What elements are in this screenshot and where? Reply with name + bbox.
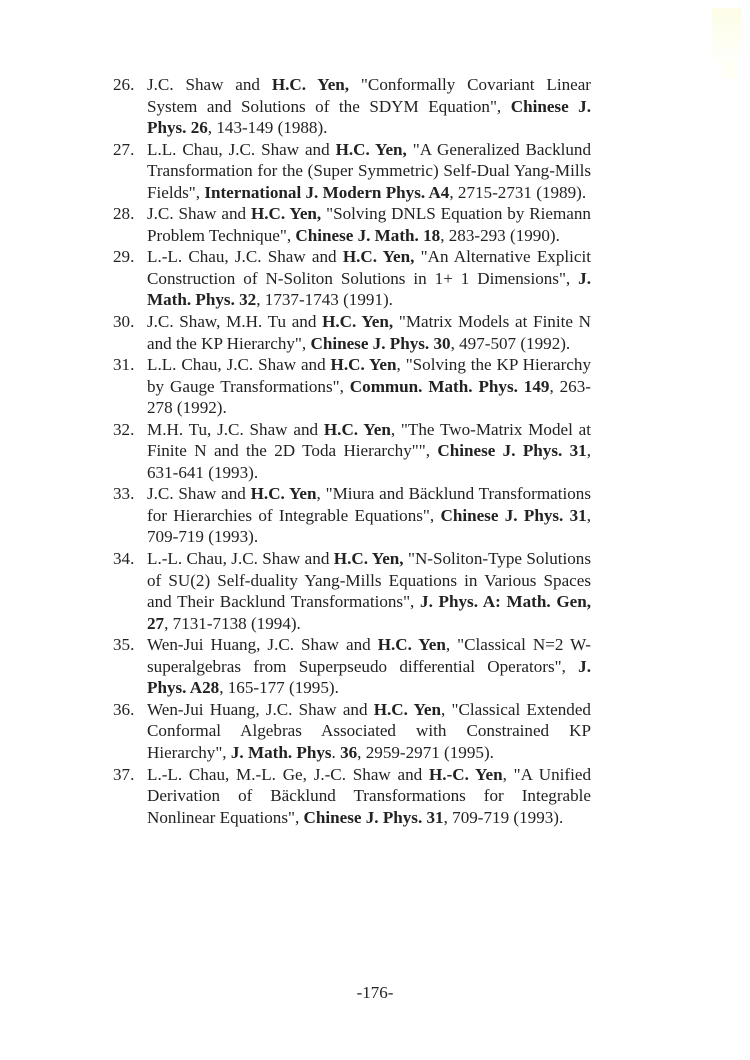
reference-list <box>113 74 591 828</box>
reference-bold-segment: International J. Modern Phys. A4 <box>204 182 450 202</box>
reference-segment: , "Miura and Bäcklund Transformations for Hierarchies of Integrable Equations", <box>147 484 591 525</box>
reference-bold-segment: H.-C. Yen <box>429 764 503 784</box>
reference-number: 31. <box>113 355 135 375</box>
reference-segment: L.-L. Chau, M.-L. Ge, J.-C. Shaw and <box>147 764 429 784</box>
reference-number: 37. <box>113 764 135 784</box>
reference-number: 28. <box>113 204 135 224</box>
reference-bold-segment: H.C. Yen, <box>250 204 322 224</box>
page-number: -176- <box>356 983 394 1002</box>
reference-text <box>147 699 591 764</box>
reference-bold-segment: H.C. Yen, <box>322 312 394 332</box>
reference-text <box>147 419 591 484</box>
reference-text <box>147 74 591 139</box>
reference-bold-segment: H.C. Yen <box>377 635 446 655</box>
reference-segment: L.-L. Chau, J.C. Shaw and <box>147 549 334 569</box>
reference-bold-segment: J. Phys. A: Math. Gen, 27 <box>147 592 591 633</box>
reference-number: 33. <box>113 484 135 504</box>
reference-item <box>113 419 591 484</box>
reference-bold-segment: Chinese J. Math. 18 <box>295 225 441 245</box>
reference-bold-segment: H.C. Yen <box>250 484 317 504</box>
reference-segment: , 1737-1743 (1991). <box>256 290 393 310</box>
reference-bold-segment: Chinese J. Phys. 31 <box>437 441 587 461</box>
reference-segment: , "The Two-Matrix Model at Finite N and the 2D Toda Hierarchy"", <box>147 419 592 461</box>
reference-item <box>113 74 591 139</box>
reference-bold-segment: H.C. Yen <box>330 355 397 375</box>
reference-segment: L.L. Chau, J.C. Shaw and <box>147 139 336 159</box>
reference-bold-segment: Chinese J. Phys. 30 <box>310 333 451 353</box>
reference-segment: J.C. Shaw and <box>147 484 251 504</box>
reference-number: 29. <box>113 247 135 267</box>
reference-segment: , 283-293 (1990). <box>440 225 560 245</box>
reference-segment: "Conformally Covariant Linear System and Solutions of the SDYM Equation", <box>147 75 591 116</box>
reference-segment: L.L. Chau, J.C. Shaw and <box>147 355 331 375</box>
reference-number: 35. <box>113 635 135 655</box>
reference-bold-segment: Chinese J. Phys. 26 <box>147 96 591 138</box>
reference-segment: J.C. Shaw, M.H. Tu and <box>147 312 323 332</box>
reference-bold-segment: H.C. Yen, <box>333 549 404 569</box>
reference-text <box>147 634 591 699</box>
reference-segment: L.-L. Chau, J.C. Shaw and <box>147 247 343 267</box>
reference-text <box>147 764 591 829</box>
reference-segment: , 2959-2971 (1995). <box>357 742 494 762</box>
reference-item <box>113 203 591 246</box>
reference-number: 27. <box>113 139 135 159</box>
reference-bold-segment: 36 <box>340 742 358 762</box>
reference-text <box>147 203 591 246</box>
reference-segment: , "A Unified Derivation of Bäcklund Transformations for Integrable Nonlinear Equations", <box>147 764 592 827</box>
reference-segment: M.H. Tu, J.C. Shaw and <box>147 419 324 439</box>
reference-bold-segment: H.C. Yen <box>373 699 442 719</box>
reference-bold-segment: J. Phys. A28 <box>147 656 591 698</box>
reference-number: 34. <box>113 549 135 569</box>
reference-segment: , 709-719 (1993). <box>443 807 564 827</box>
reference-segment: "An Alternative Explicit Construction of N-Soliton Solutions in 1+ 1 Dimensions", <box>147 247 591 288</box>
reference-item <box>113 139 591 204</box>
reference-segment: J.C. Shaw and <box>147 204 251 224</box>
reference-text <box>147 246 591 311</box>
reference-bold-segment: H.C. Yen, <box>335 139 407 159</box>
reference-item <box>113 548 591 634</box>
reference-item <box>113 699 591 764</box>
reference-bold-segment: J. Math. Phys. 32 <box>147 268 591 310</box>
reference-segment: "A Generalized Backlund Transformation for the (Super Symmetric) Self-Dual Yang-Mills Fields", <box>147 139 591 202</box>
reference-segment: J.C. Shaw and <box>147 75 272 94</box>
reference-item <box>113 354 591 419</box>
paper-stain <box>712 8 742 68</box>
reference-segment: , 631-641 (1993). <box>147 441 591 482</box>
reference-number: 26. <box>113 75 135 94</box>
reference-segment: , "Classical N=2 W-superalgebras from Superpseudo differential Operators", <box>147 635 591 676</box>
reference-number: 32. <box>113 419 135 439</box>
reference-text <box>147 354 591 419</box>
reference-text <box>147 311 591 354</box>
reference-item <box>113 483 591 548</box>
reference-segment: "Solving DNLS Equation by Riemann Problem Technique", <box>147 204 591 245</box>
paper-stain <box>722 60 738 78</box>
reference-segment: , "Classical Extended Conformal Algebras Associated with Constrained KP Hierarchy", <box>147 699 591 762</box>
reference-bold-segment: Chinese J. Phys. 31 <box>440 505 587 525</box>
reference-segment: , 2715-2731 (1989). <box>449 182 587 202</box>
reference-item <box>113 311 591 354</box>
reference-segment: , 497-507 (1992). <box>450 333 571 353</box>
reference-segment: Wen-Jui Huang, J.C. Shaw and <box>147 635 378 655</box>
reference-segment: , 7131-7138 (1994). <box>164 613 301 633</box>
reference-segment: , 143-149 (1988). <box>207 118 328 138</box>
reference-segment: "Matrix Models at Finite N and the KP Hierarchy", <box>147 312 591 353</box>
reference-segment: , 165-177 (1995). <box>219 678 339 698</box>
reference-bold-segment: H.C. Yen <box>323 419 391 439</box>
reference-segment: , "Solving the KP Hierarchy by Gauge Transformations", <box>147 355 591 396</box>
reference-bold-segment: H.C. Yen, <box>342 247 415 267</box>
reference-segment: "N-Soliton-Type Solutions of SU(2) Self-duality Yang-Mills Equations in Various Spaces and Their Backlund Transformations", <box>147 549 591 612</box>
reference-segment: , 263-278 (1992). <box>147 376 591 418</box>
reference-item <box>113 246 591 311</box>
reference-number: 30. <box>113 312 135 332</box>
reference-text <box>147 483 591 548</box>
reference-number: 36. <box>113 699 135 719</box>
reference-item <box>113 764 591 829</box>
reference-text <box>147 139 591 204</box>
reference-item <box>113 634 591 699</box>
reference-segment: . <box>331 742 341 762</box>
reference-segment: Wen-Jui Huang, J.C. Shaw and <box>147 699 374 719</box>
reference-bold-segment: H.C. Yen, <box>271 75 350 94</box>
reference-bold-segment: J. Math. Phys <box>230 742 332 762</box>
reference-bold-segment: Chinese J. Phys. 31 <box>303 807 444 827</box>
reference-segment: , 709-719 (1993). <box>147 505 592 547</box>
reference-bold-segment: Commun. Math. Phys. 149 <box>349 376 550 396</box>
reference-text <box>147 548 591 634</box>
